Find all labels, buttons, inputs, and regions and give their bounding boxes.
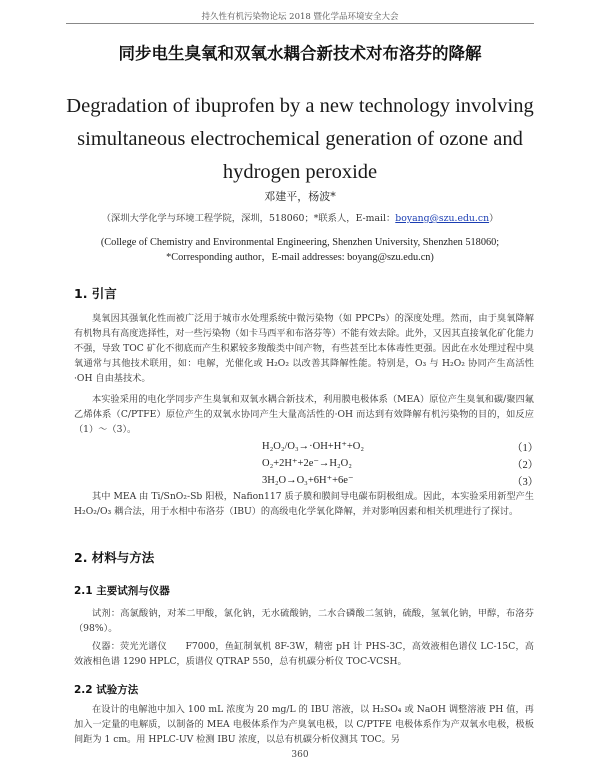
affiliation-chinese [0, 210, 600, 224]
affiliation-chinese-text: （深圳大学化学与环境工程学院，深圳，518060；*联系人，E-mail： [101, 213, 396, 224]
title-english: Degradation of ibuprofen by a new technology involving simultaneous electrochemical generation of ozone and hydrogen peroxide [66, 95, 534, 183]
affiliation-english [60, 235, 540, 265]
intro-paragraph: 臭氧因其强氧化性而被广泛用于城市水处理系统中微污染物（如 PPCPs）的深度处理。然而，由于臭氧降解有机物具有高度选择性，对一些污染物（如卡马西平和布洛芬等）不能有效去除。此外，又因其直接氧化矿化能力不强，导致 TOC 矿化不彻底而产生积累较多羧酸类中间产物，有些甚至比本体毒性更强。因此在水处理过程中臭氧通常与其他技术联用，如：电解，光催化或 H₂O₂ 以改善其降解性能。特别是，O₃ 与 H₂O₂ 协同产生高活性·OH 自由基技术。 [74, 313, 534, 384]
equation-number: （2） [512, 460, 539, 471]
equation: 3H₂O→O₃+6H⁺+6e⁻ [262, 475, 354, 486]
intro-paragraph: 其中 MEA 由 Ti/SnO₂-Sb 阳极，Nafion117 质子膜和膜间导电碳布阴极组成。因此，本实验采用新型产生 H₂O₂/O₃ 耦合法，用于水相中布洛芬（IBU）的高级电化学氧化降解，并对影响因素和相关机理进行了探讨。 [74, 491, 534, 517]
title-chinese: 同步电生臭氧和双氧水耦合新技术对布洛芬的降解 [118, 44, 482, 63]
section-heading-methods: 2. 材料与方法 [74, 550, 155, 565]
instruments-paragraph: 仪器：荧光光谱仪 F7000，鱼缸制氧机 8F-3W，精密 pH 计 PHS-3C，高效液相色谱仪 LC-15C，高效液相色谱 1290 HPLC，质谱仪 QTRAP 550，总有机碳分析仪 TOC-VCSH。 [74, 641, 534, 667]
affiliation-english-line: (College of Chemistry and Environmental Engineering, Shenzhen University, Shenzhen 518060; [100, 237, 500, 248]
equation: O₂+2H⁺+2e⁻→H₂O₂ [262, 458, 352, 469]
affiliation-chinese-tail: ） [489, 213, 499, 224]
subsection-heading-reagents: 2.1 主要试剂与仪器 [74, 585, 170, 597]
page-number: 360 [291, 750, 309, 760]
equation-number: （1） [512, 443, 539, 454]
header-rule [66, 23, 534, 24]
running-header: 持久性有机污染物论坛 2018 暨化学品环境安全大会 [201, 12, 399, 22]
equation: H₂O₂/O₃→·OH+H⁺+O₂ [262, 441, 365, 452]
subsection-heading-procedure: 2.2 试验方法 [74, 684, 139, 696]
email-link[interactable]: boyang@szu.edu.cn [395, 213, 490, 224]
section-heading-introduction: 1. 引言 [74, 286, 117, 301]
procedure-paragraph: 在设计的电解池中加入 100 mL 浓度为 20 mg/L 的 IBU 溶液，以 H₂SO₄ 或 NaOH 调整溶液 PH 值，再加入一定量的电解质，以制备的 MEA 电极体系作为产臭氧电极，以 C/PTFE 电极体系作为产双氧水电极，极板间距为 1 cm。用 HPLC-UV 检测 IBU 浓度，以总有机碳分析仪测其 TOC。另 [74, 704, 534, 745]
equation-number: （3） [512, 477, 539, 488]
authors: 邓建平，杨波* [264, 190, 336, 203]
affiliation-english-line: *Corresponding author，E-mail addresses: boyang@szu.edu.cn) [166, 252, 434, 263]
intro-paragraph: 本实验采用的电化学同步产生臭氧和双氧水耦合新技术，利用膜电极体系（MEA）原位产生臭氧和碳/聚四氟乙烯体系（C/PTFE）原位产生的双氧水协同产生大量高活性的·OH 而达到有效降解有机污染物的目的，如反应（1）～（3）。 [74, 394, 534, 435]
reagents-paragraph: 试剂：高氯酸钠，对苯二甲酸，氯化钠，无水硫酸钠，二水合磷酸二氢钠，硫酸，氢氧化钠，甲醇，布洛芬（98%）。 [74, 608, 534, 634]
